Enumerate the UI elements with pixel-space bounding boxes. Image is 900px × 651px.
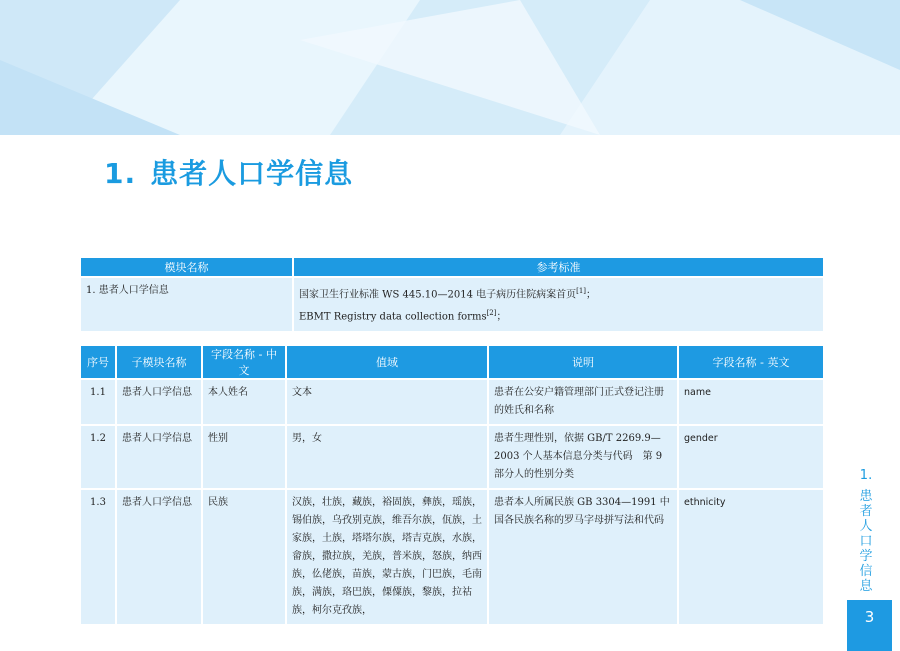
field-cn-cell: 民族 xyxy=(203,490,285,624)
domain-cell: 文本 xyxy=(287,380,487,424)
field-table xyxy=(79,344,825,626)
citation-2: [2] xyxy=(486,309,497,318)
reference-cell: 国家卫生行业标准 WS 445.10—2014 电子病历住院病案首页[1]； EBMT Registry data collection forms[2]； xyxy=(294,278,823,331)
table-row xyxy=(81,490,823,624)
page-title xyxy=(104,152,353,192)
side-section-number: 1. xyxy=(859,468,873,483)
header-reference-standard: 参考标准 xyxy=(294,258,823,276)
header-banner xyxy=(0,0,900,135)
reference-1: 国家卫生行业标准 WS 445.10—2014 电子病历住院病案首页 xyxy=(299,289,577,301)
field-en-cell: ethnicity xyxy=(679,490,823,624)
description-cell: 患者在公安户籍管理部门正式登记注册的姓氏和名称 xyxy=(489,380,677,424)
header-domain: 值域 xyxy=(287,346,487,378)
module-cell: 1. 患者人口学信息 xyxy=(81,278,292,331)
header-seq: 序号 xyxy=(81,346,115,378)
header-description: 说明 xyxy=(489,346,677,378)
header-field-en: 字段名称 - 英文 xyxy=(679,346,823,378)
reference-2: EBMT Registry data collection forms xyxy=(299,311,487,323)
field-en-cell: name xyxy=(679,380,823,424)
seq-cell: 1.3 xyxy=(81,490,115,624)
side-section-label: 1. 患 者 人 口 学 信 息 xyxy=(855,468,877,594)
submodule-cell: 患者人口学信息 xyxy=(117,380,201,424)
field-cn-cell: 性别 xyxy=(203,426,285,488)
header-field-cn: 字段名称 - 中文 xyxy=(203,346,285,378)
submodule-cell: 患者人口学信息 xyxy=(117,426,201,488)
description-cell: 患者本人所属民族 GB 3304—1991 中国各民族名称的罗马字母拼写法和代码 xyxy=(489,490,677,624)
description-cell: 患者生理性别，依据 GB/T 2269.9—2003 个人基本信息分类与代码 第 9 部分人的性别分类 xyxy=(489,426,677,488)
field-cn-cell: 本人姓名 xyxy=(203,380,285,424)
table-row xyxy=(81,380,823,424)
table-row xyxy=(81,278,823,331)
header-submodule: 子模块名称 xyxy=(117,346,201,378)
domain-cell: 男，女 xyxy=(287,426,487,488)
header-module-name: 模块名称 xyxy=(81,258,292,276)
seq-cell: 1.2 xyxy=(81,426,115,488)
page-number: 3 xyxy=(847,600,892,651)
field-en-cell: gender xyxy=(679,426,823,488)
table-row xyxy=(81,426,823,488)
submodule-cell: 患者人口学信息 xyxy=(117,490,201,624)
citation-1: [1] xyxy=(576,287,587,295)
section-number: 1. xyxy=(104,157,137,190)
domain-cell: 汉族，壮族，藏族，裕固族，彝族，瑶族，锡伯族，乌孜别克族，维吾尔族，佤族，土家族，土族，塔塔尔族，塔吉克族，水族，畲族，撒拉族，羌族，普米族，怒族，纳西族，仫佬族，苗族，蒙古族，门巴族，毛南族，满族，珞巴族，傈僳族，黎族，拉祜族，柯尔克孜族， xyxy=(287,490,487,624)
reference-table xyxy=(79,256,825,333)
seq-cell: 1.1 xyxy=(81,380,115,424)
section-title: 患者人口学信息 xyxy=(150,157,354,190)
